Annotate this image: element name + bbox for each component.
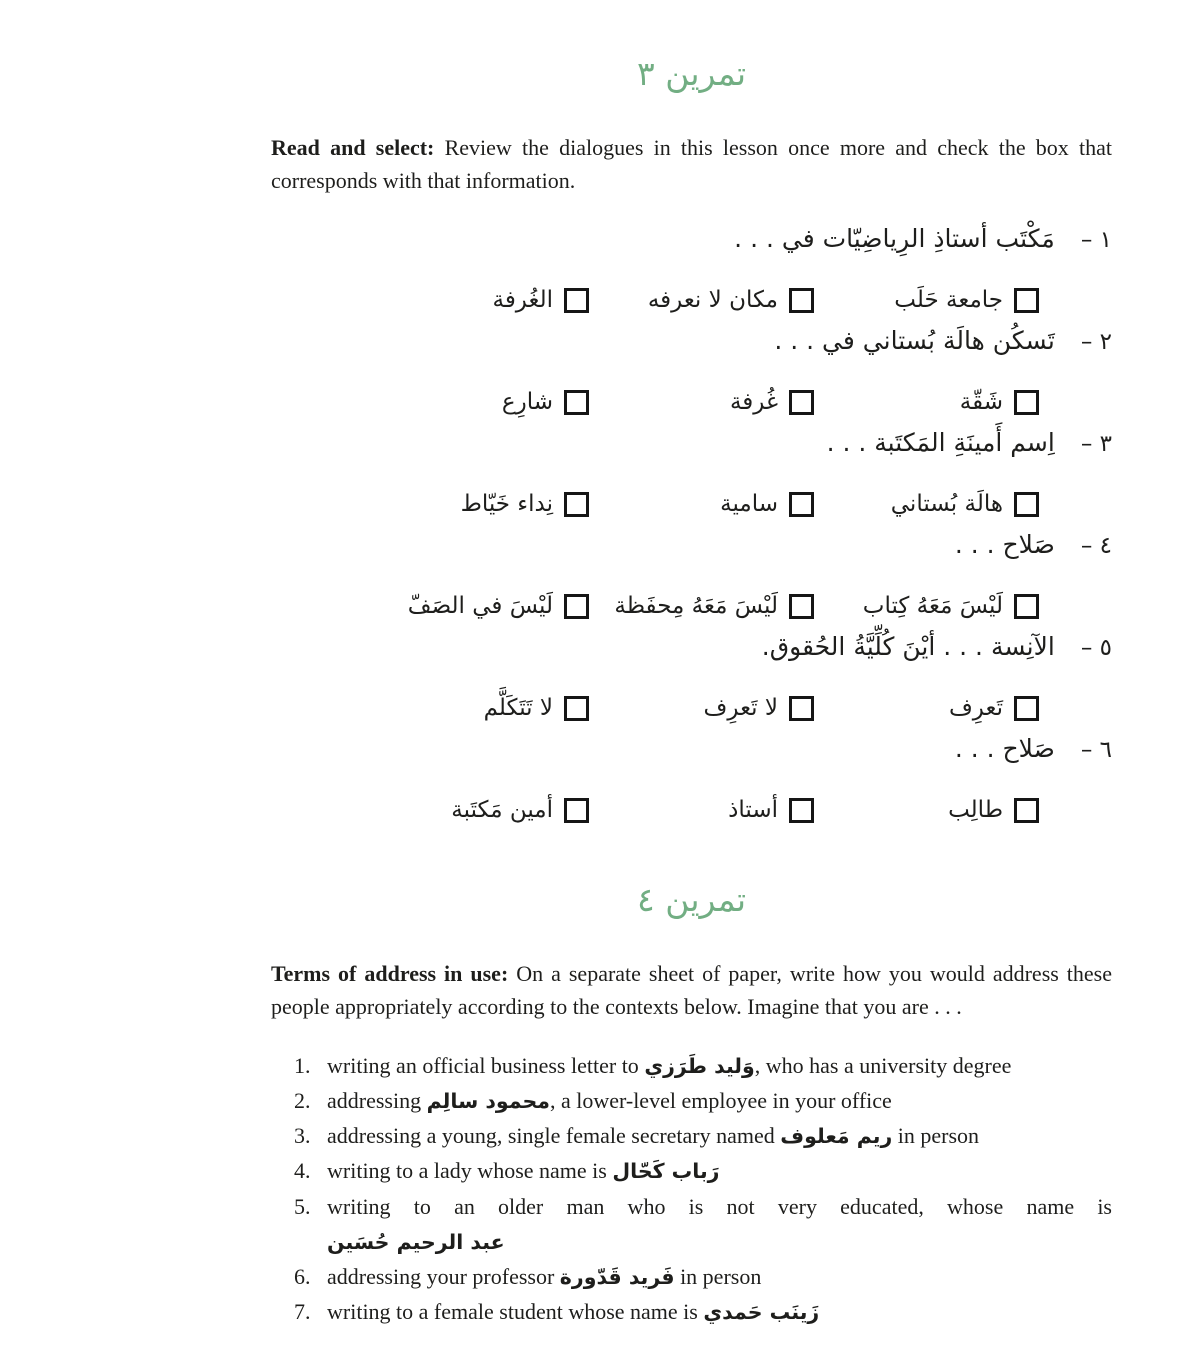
list-item	[271, 1294, 1112, 1329]
option-label: لَيْسَ مَعَهُ كِتاب	[862, 593, 1003, 620]
arabic-name: محمود سالِم	[426, 1088, 550, 1113]
exercise4-list	[271, 1048, 1112, 1330]
checkbox-icon[interactable]	[1014, 798, 1039, 823]
checkbox-icon[interactable]	[564, 492, 589, 517]
list-item-number: 5.	[294, 1193, 311, 1219]
list-item-text-after: in person	[892, 1123, 980, 1149]
checkbox-icon[interactable]	[564, 696, 589, 721]
answer-option[interactable]	[271, 593, 589, 619]
question-line	[271, 632, 1112, 683]
question	[271, 428, 1112, 530]
option-label: لا تَعرِف	[703, 695, 778, 722]
question-number: ٥ –	[1080, 634, 1112, 661]
question-options	[271, 785, 1112, 836]
checkbox-icon[interactable]	[1014, 696, 1039, 721]
checkbox-icon[interactable]	[564, 390, 589, 415]
question	[271, 734, 1112, 836]
arabic-name: ريم مَعلوف	[780, 1124, 893, 1149]
answer-option[interactable]	[589, 695, 814, 721]
list-item-text	[327, 1259, 1112, 1294]
option-label: مكان لا نعرفه	[647, 287, 778, 314]
option-label: أمين مَكتَبة	[451, 797, 553, 824]
question	[271, 632, 1112, 734]
arabic-name: عبد الرحيم حُسَين	[327, 1229, 505, 1254]
question-text: الآنِسة . . . أيْنَ كُلِّيَّةُ الحُقوق.	[761, 631, 1055, 661]
checkbox-icon[interactable]	[789, 798, 814, 823]
answer-option[interactable]	[589, 797, 814, 823]
question-options	[271, 377, 1112, 428]
question-number: ٢ –	[1080, 328, 1112, 355]
exercise3-instructions-text: Review the dialogues in this lesson once more and check the box that corresponds with that information.	[271, 135, 1112, 194]
answer-option[interactable]	[814, 593, 1039, 619]
exercise4-title: تمرين ٤	[637, 879, 746, 919]
answer-option[interactable]	[589, 389, 814, 415]
list-item-number: 7.	[294, 1299, 311, 1325]
checkbox-icon[interactable]	[564, 288, 589, 313]
checkbox-icon[interactable]	[789, 594, 814, 619]
checkbox-icon[interactable]	[789, 696, 814, 721]
option-label: شَقّة	[959, 389, 1003, 416]
question-options	[271, 683, 1112, 734]
option-label: جامعة حَلَب	[894, 287, 1003, 314]
list-item-number: 6.	[294, 1263, 311, 1289]
list-item-number: 2.	[294, 1087, 311, 1113]
exercise3-questions	[271, 224, 1112, 836]
option-label: لَيْسَ مَعَهُ مِحفَظة	[614, 593, 778, 620]
list-item-text	[327, 1189, 1112, 1259]
checkbox-icon[interactable]	[1014, 594, 1039, 619]
answer-option[interactable]	[271, 695, 589, 721]
answer-option[interactable]	[271, 797, 589, 823]
list-item-text	[327, 1048, 1112, 1083]
exercise4-instructions	[271, 957, 1112, 1024]
question-options	[271, 479, 1112, 530]
answer-option[interactable]	[271, 491, 589, 517]
question-text: صَلاح . . .	[954, 733, 1055, 763]
option-label: أستاذ	[728, 797, 778, 824]
list-item-text-before: writing to a lady whose name is	[327, 1158, 613, 1184]
question	[271, 530, 1112, 632]
list-item-text-before: writing an official business letter to	[327, 1052, 645, 1078]
list-item-number: 4.	[294, 1158, 311, 1184]
answer-option[interactable]	[814, 287, 1039, 313]
answer-option[interactable]	[814, 491, 1039, 517]
option-label: تَعرِف	[948, 695, 1003, 722]
question	[271, 224, 1112, 326]
option-label: شارِع	[501, 389, 553, 416]
question-number: ٦ –	[1080, 736, 1112, 763]
question-line	[271, 326, 1112, 377]
exercise4-instructions-text: On a separate sheet of paper, write how you would address these people appropriately according to the contexts below. Imagine that you are . . .	[271, 960, 1112, 1020]
question-options	[271, 275, 1112, 326]
answer-option[interactable]	[589, 287, 814, 313]
question-text: تَسكُن هالَة بُستاني في . . .	[774, 325, 1055, 355]
list-item-text	[327, 1083, 1112, 1118]
list-item-text-before: writing to an older man who is not very educated, whose name is	[327, 1193, 1112, 1219]
question-number: ٤ –	[1080, 532, 1112, 559]
page-content	[271, 0, 1112, 1329]
answer-option[interactable]	[589, 593, 814, 619]
question-text: اِسم أَمينَةِ المَكتَبة . . .	[826, 427, 1055, 457]
checkbox-icon[interactable]	[564, 798, 589, 823]
exercise4-instructions-lead: Terms of address in use:	[271, 960, 509, 986]
answer-option[interactable]	[814, 695, 1039, 721]
list-item	[271, 1259, 1112, 1294]
option-label: نِداء خَيّاط	[460, 491, 553, 518]
question	[271, 326, 1112, 428]
option-label: هالَة بُستاني	[890, 491, 1003, 518]
option-label: طالِب	[948, 797, 1003, 824]
option-label: غُرفة	[729, 389, 778, 416]
checkbox-icon[interactable]	[1014, 288, 1039, 313]
list-item	[271, 1118, 1112, 1153]
exercise3-instructions	[271, 131, 1112, 198]
checkbox-icon[interactable]	[789, 390, 814, 415]
list-item-text-before: addressing a young, single female secretary named	[327, 1123, 781, 1149]
question-text: صَلاح . . .	[954, 529, 1055, 559]
option-label: لا تَتَكَلَّم	[483, 695, 553, 722]
question-line	[271, 734, 1112, 785]
list-item-text-after: in person	[674, 1263, 762, 1289]
checkbox-icon[interactable]	[789, 492, 814, 517]
list-item-text	[327, 1118, 1112, 1153]
checkbox-icon[interactable]	[1014, 492, 1039, 517]
checkbox-icon[interactable]	[789, 288, 814, 313]
question-line	[271, 224, 1112, 275]
list-item-text	[327, 1294, 1112, 1329]
list-item	[271, 1189, 1112, 1259]
option-label: سامية	[720, 491, 778, 518]
list-item-text-before: addressing your professor	[327, 1263, 560, 1289]
arabic-name: وَليد طَرَزي	[644, 1053, 755, 1078]
question-options	[271, 581, 1112, 632]
list-item	[271, 1083, 1112, 1118]
answer-option[interactable]	[271, 389, 589, 415]
exercise3-title: تمرين ٣	[637, 54, 746, 93]
list-item-number: 1.	[294, 1052, 311, 1078]
answer-option[interactable]	[271, 287, 589, 313]
list-item-text-before: addressing	[327, 1087, 427, 1113]
answer-option[interactable]	[814, 797, 1039, 823]
list-item-number: 3.	[294, 1123, 311, 1149]
option-label: الغُرفة	[492, 287, 553, 314]
checkbox-icon[interactable]	[1014, 390, 1039, 415]
question-number: ١ –	[1080, 226, 1112, 253]
question-text: مَكْتَب أستاذِ الرِياضِيّات في . . .	[734, 223, 1055, 253]
arabic-name: رَباب كَحّال	[612, 1159, 720, 1184]
question-number: ٣ –	[1080, 430, 1112, 457]
list-item-text-before: writing to a female student whose name is	[327, 1299, 704, 1325]
arabic-name: زَينَب حَمدي	[703, 1300, 820, 1325]
answer-option[interactable]	[814, 389, 1039, 415]
option-label: لَيْسَ في الصَفّ	[407, 593, 553, 620]
list-item-text	[327, 1153, 1112, 1188]
list-item-text-after: , who has a university degree	[754, 1052, 1012, 1078]
list-item	[271, 1048, 1112, 1083]
list-item	[271, 1153, 1112, 1188]
answer-option[interactable]	[589, 491, 814, 517]
question-line	[271, 530, 1112, 581]
exercise3-instructions-lead: Read and select:	[271, 135, 435, 160]
list-item-text-after: , a lower-level employee in your office	[549, 1087, 892, 1113]
arabic-name: فَريد قَدّورة	[559, 1264, 675, 1289]
question-line	[271, 428, 1112, 479]
checkbox-icon[interactable]	[564, 594, 589, 619]
